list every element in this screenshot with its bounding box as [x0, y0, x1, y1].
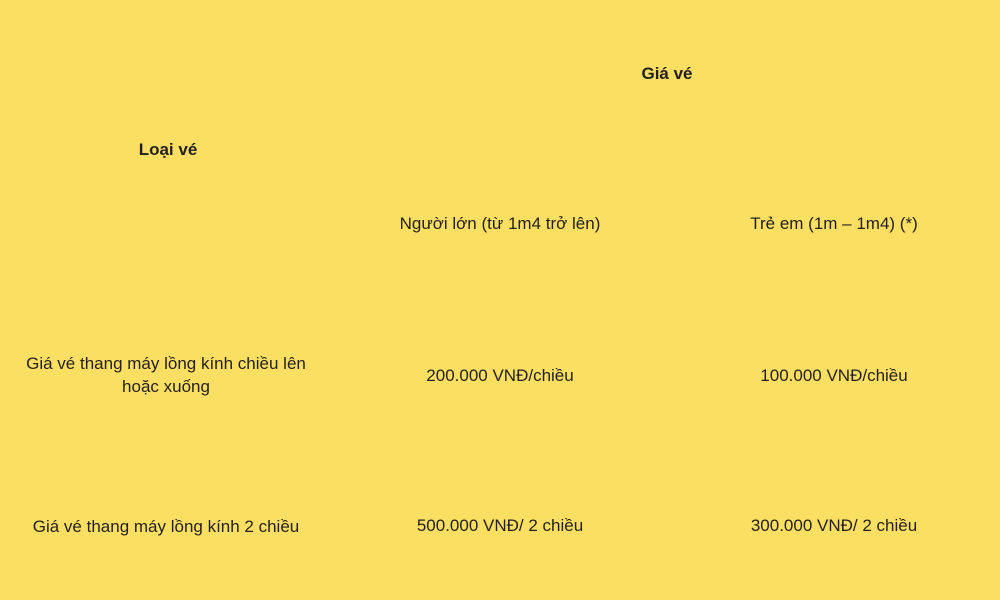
table-row-label-round-trip: Giá vé thang máy lồng kính 2 chiều [32, 516, 300, 536]
table-cell-round-trip-adult-price: 500.000 VNĐ/ 2 chiều [416, 515, 584, 535]
table-row-label-one-way: Giá vé thang máy lồng kính chiều lên hoặc xuống [26, 354, 306, 396]
table-column-header-child: Trẻ em (1m – 1m4) (*) [750, 213, 918, 233]
table-column-header-adult: Người lớn (từ 1m4 trở lên) [399, 213, 601, 233]
table-cell-one-way-child-price: 100.000 VNĐ/chiều [760, 365, 908, 385]
table-cell-round-trip-child-price: 300.000 VNĐ/ 2 chiều [750, 515, 918, 535]
table-group-header-price: Giá vé [641, 63, 693, 83]
table-cell-one-way-adult-price: 200.000 VNĐ/chiều [426, 365, 574, 385]
table-header-ticket-type: Loại vé [138, 139, 198, 159]
